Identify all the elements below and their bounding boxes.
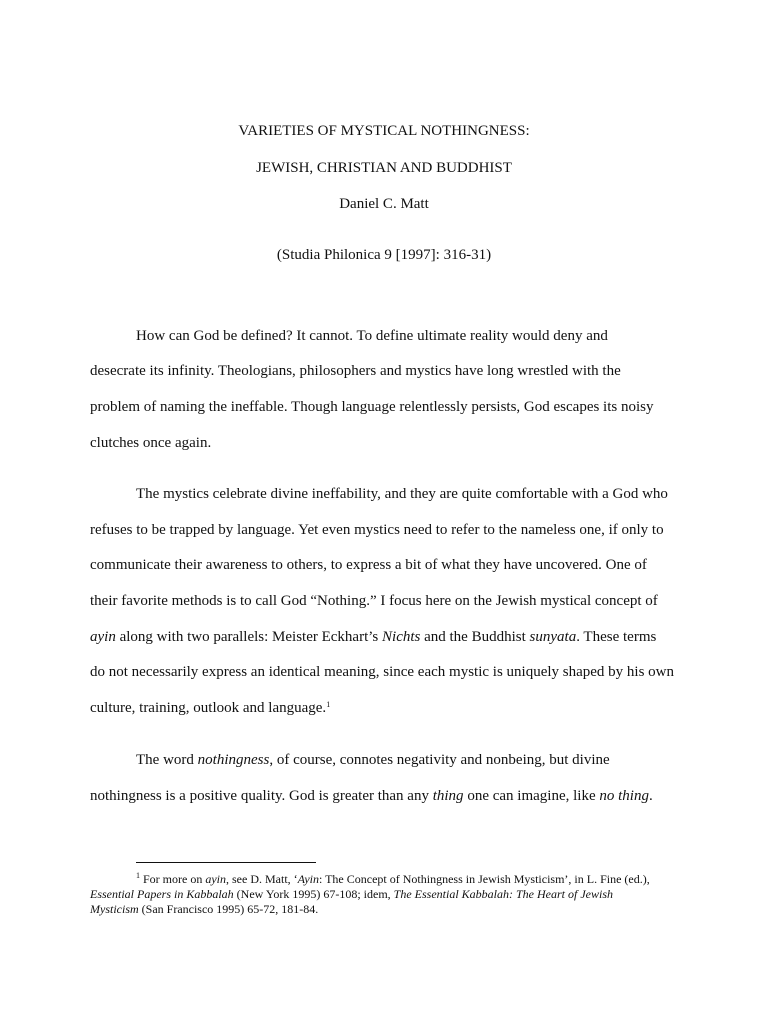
term-thing: thing — [432, 788, 464, 804]
footnote-line-3 — [90, 902, 318, 917]
text-span: : The Concept of Nothingness in Jewish Mysticism’, in L. Fine (ed.), — [318, 872, 650, 886]
book-title: The Essential Kabbalah: The Heart of Jewish — [393, 887, 613, 901]
title-line-2: JEWISH, CHRISTIAN AND BUDDHIST — [256, 160, 512, 176]
text-span: (San Francisco 1995) 65-72, 181-84. — [138, 902, 319, 916]
paragraph-1-line-2: desecrate its infinity. Theologians, philosophers and mystics have long wrestled with the — [90, 363, 621, 379]
paragraph-2-line-3: communicate their awareness to others, to express a bit of what they have uncovered. One of — [90, 557, 647, 573]
paragraph-1-line-3: problem of naming the ineffable. Though language relentlessly persists, God escapes its noisy — [90, 399, 654, 415]
footnote-line-1 — [136, 872, 650, 887]
term-ayin: ayin — [90, 629, 116, 645]
title-line-1: VARIETIES OF MYSTICAL NOTHINGNESS: — [238, 123, 530, 139]
text-span: The word — [136, 752, 198, 768]
footnote-rule — [136, 862, 316, 863]
paragraph-3-line-2 — [90, 787, 653, 805]
citation: (Studia Philonica 9 [1997]: 316-31) — [276, 247, 492, 263]
text-span: , see D. Matt, ‘ — [226, 872, 298, 886]
text-span: one can imagine, like — [463, 788, 600, 804]
text-span: nothingness is a positive quality. God is greater than any — [90, 788, 433, 804]
text-span: and the Buddhist — [420, 629, 530, 645]
text-span: culture, training, outlook and language. — [90, 700, 327, 716]
paragraph-2-line-2: refuses to be trapped by language. Yet even mystics need to refer to the nameless one, if only to — [90, 522, 664, 538]
text-span: along with two parallels: Meister Eckhart’s — [115, 629, 383, 645]
book-title: Mysticism — [90, 902, 139, 916]
paragraph-2-line-1: The mystics celebrate divine ineffability, and they are quite comfortable with a God who — [136, 486, 668, 502]
term-nichts: Nichts — [382, 629, 421, 645]
text-span: (New York 1995) 67-108; idem, — [233, 887, 394, 901]
term-ayin: ayin — [205, 872, 226, 886]
footnote-reference[interactable]: 1 — [326, 700, 331, 709]
paragraph-1-line-4: clutches once again. — [90, 435, 212, 451]
term-no-thing: no thing — [599, 788, 649, 804]
term-sunyata: sunyata — [529, 629, 577, 645]
book-title: Essential Papers in Kabbalah — [90, 887, 234, 901]
paragraph-2-line-5 — [90, 628, 656, 646]
text-span: , of course, connotes negativity and nonbeing, but divine — [269, 752, 610, 768]
author-name: Daniel C. Matt — [339, 196, 429, 212]
text-span: For more on — [140, 872, 206, 886]
text-span: . — [648, 788, 653, 804]
paragraph-3-line-1 — [136, 751, 610, 769]
text-span: . These terms — [576, 629, 657, 645]
paragraph-2-line-7 — [90, 699, 330, 717]
term-ayin: Ayin — [297, 872, 319, 886]
footnote-line-2 — [90, 887, 613, 902]
term-nothingness: nothingness — [197, 752, 270, 768]
paragraph-2-line-4: their favorite methods is to call God “Nothing.” I focus here on the Jewish mystical concept of — [90, 593, 658, 609]
footnote-marker: 1 — [136, 871, 140, 880]
paragraph-2-line-6: do not necessarily express an identical meaning, since each mystic is uniquely shaped by his own — [90, 664, 675, 680]
paragraph-1-line-1: How can God be defined? It cannot. To define ultimate reality would deny and — [136, 328, 608, 344]
